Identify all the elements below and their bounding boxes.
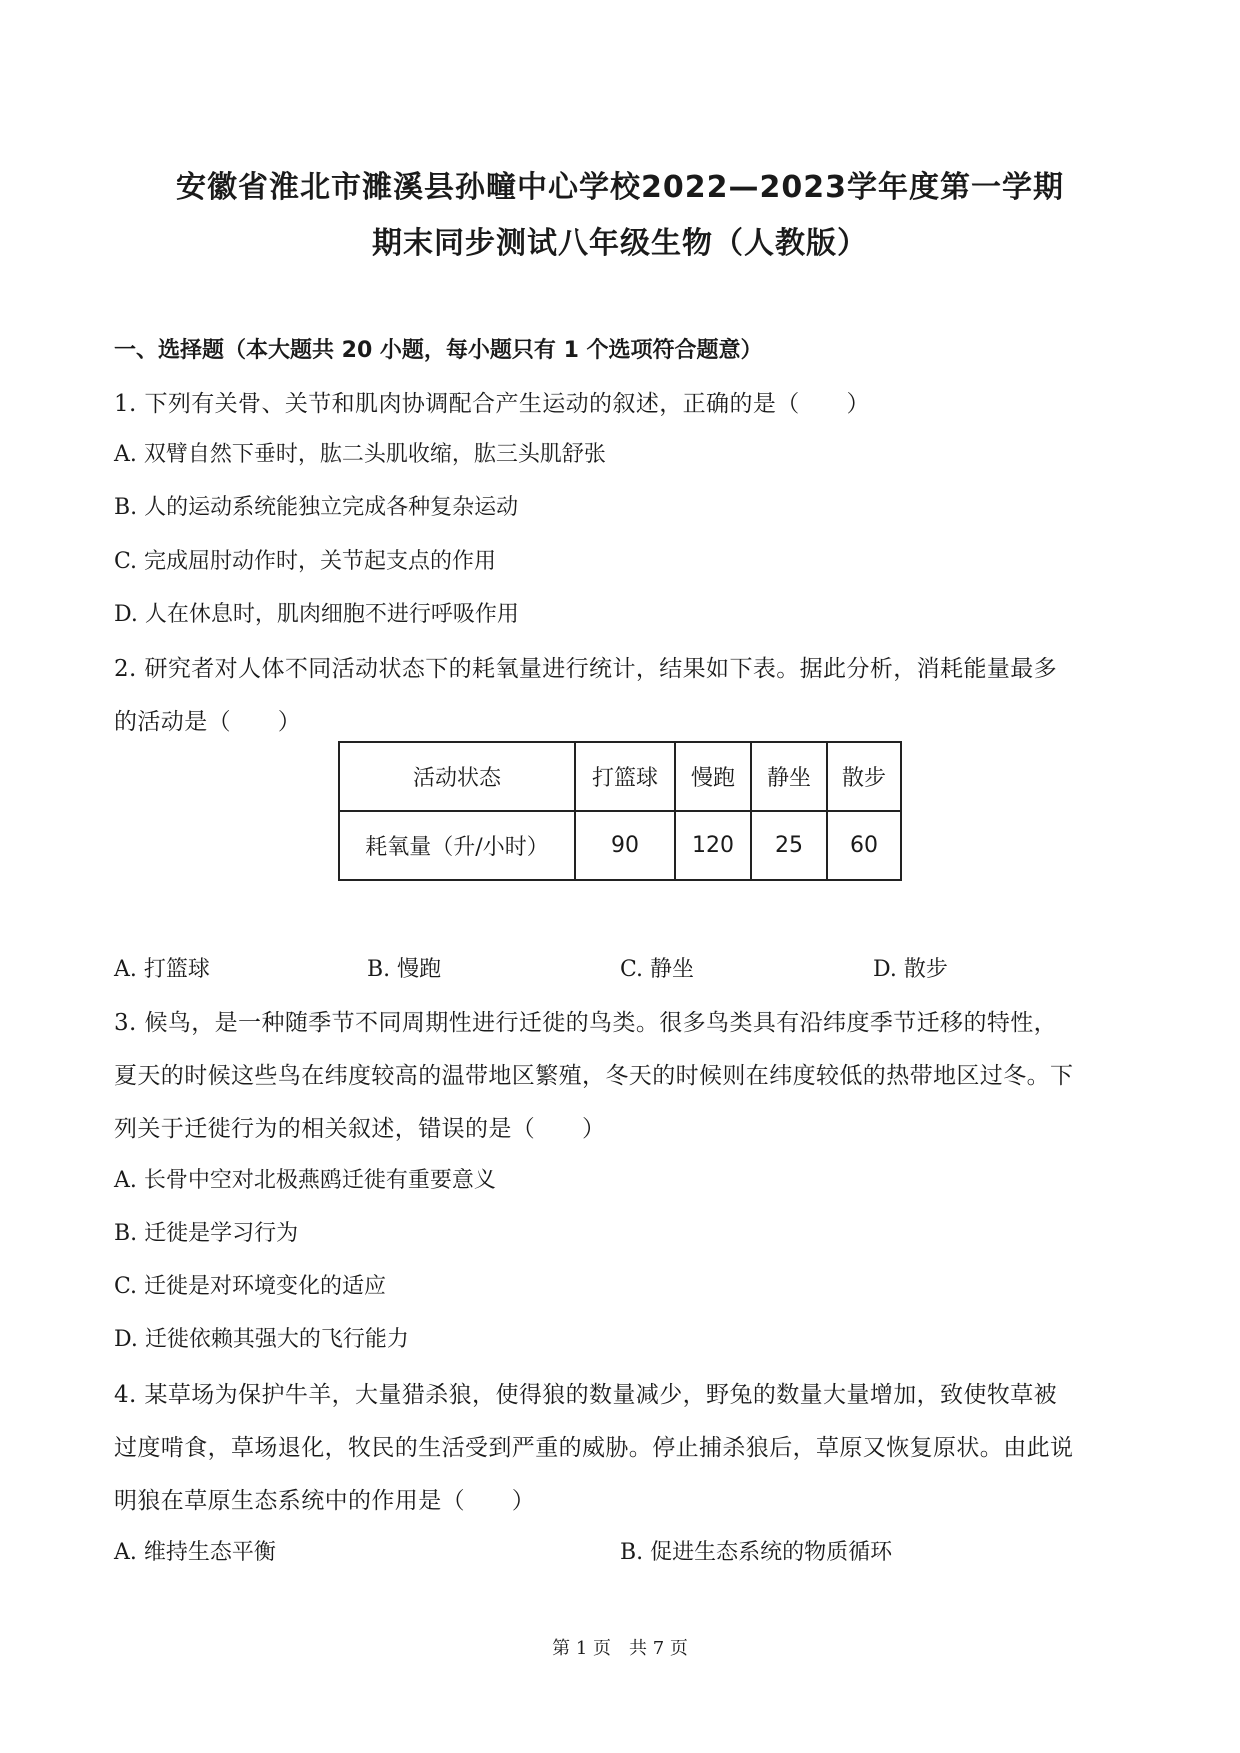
question-3-option-d: D. 迁徙依赖其强大的飞行能力 (114, 1327, 409, 1352)
document-title-line1: 安徽省淮北市濉溪县孙疃中心学校2022—2023学年度第一学期 (176, 170, 1064, 205)
question-1-stem: 1. 下列有关骨、关节和肌肉协调配合产生运动的叙述，正确的是（ ） (114, 391, 870, 417)
question-2-stem-line2: 的活动是（ ） (114, 709, 302, 735)
oxygen-consumption-table (338, 741, 902, 881)
question-4-stem-line2: 过度啃食，草场退化，牧民的生活受到严重的威胁。停止捕杀狼后，草原又恢复原状。由此说 (114, 1435, 1074, 1461)
table-header-cell: 慢跑 (675, 742, 751, 811)
question-3-stem-line1: 3. 候鸟，是一种随季节不同周期性进行迁徙的鸟类。很多鸟类具有沿纬度季节迁移的特性， (114, 1010, 1058, 1036)
table-cell: 120 (675, 811, 751, 880)
table-cell: 25 (751, 811, 827, 880)
table-header-row (339, 742, 901, 811)
question-1-option-b: B. 人的运动系统能独立完成各种复杂运动 (114, 495, 519, 520)
question-3-stem-line3: 列关于迁徙行为的相关叙述，错误的是（ ） (114, 1116, 606, 1142)
table-cell: 90 (575, 811, 675, 880)
question-1-option-a: A. 双臂自然下垂时，肱二头肌收缩，肱三头肌舒张 (114, 442, 606, 467)
question-3-option-a: A. 长骨中空对北极燕鸥迁徙有重要意义 (114, 1168, 496, 1193)
section-heading: 一、选择题（本大题共 20 小题，每小题只有 1 个选项符合题意） (114, 338, 763, 363)
question-4-option-a: A. 维持生态平衡 (114, 1540, 276, 1565)
table-header-cell: 散步 (827, 742, 901, 811)
question-3-option-c: C. 迁徙是对环境变化的适应 (114, 1274, 387, 1299)
question-2-stem-line1: 2. 研究者对人体不同活动状态下的耗氧量进行统计，结果如下表。据此分析，消耗能量最多 (114, 656, 1058, 682)
question-3-option-b: B. 迁徙是学习行为 (114, 1221, 299, 1246)
question-2-option-c: C. 静坐 (620, 957, 695, 982)
table-cell: 耗氧量（升/小时） (339, 811, 575, 880)
question-4-option-b: B. 促进生态系统的物质循环 (620, 1540, 893, 1565)
table-cell: 60 (827, 811, 901, 880)
table-header-cell: 打篮球 (575, 742, 675, 811)
question-2-option-b: B. 慢跑 (367, 957, 442, 982)
document-title-line2: 期末同步测试八年级生物（人教版） (372, 226, 868, 261)
table-header-cell: 静坐 (751, 742, 827, 811)
question-2-option-d: D. 散步 (873, 957, 948, 982)
question-1-option-c: C. 完成屈肘动作时，关节起支点的作用 (114, 549, 497, 574)
question-4-stem-line1: 4. 某草场为保护牛羊，大量猎杀狼，使得狼的数量减少，野兔的数量大量增加，致使牧草被 (114, 1382, 1058, 1408)
question-1-option-d: D. 人在休息时，肌肉细胞不进行呼吸作用 (114, 602, 519, 627)
question-2-option-a: A. 打篮球 (114, 957, 210, 982)
page-footer: 第 1 页 共 7 页 (552, 1638, 688, 1659)
table-row (339, 811, 901, 880)
question-3-stem-line2: 夏天的时候这些鸟在纬度较高的温带地区繁殖，冬天的时候则在纬度较低的热带地区过冬。下 (114, 1063, 1074, 1089)
table-header-cell: 活动状态 (339, 742, 575, 811)
question-4-stem-line3: 明狼在草原生态系统中的作用是（ ） (114, 1488, 536, 1514)
